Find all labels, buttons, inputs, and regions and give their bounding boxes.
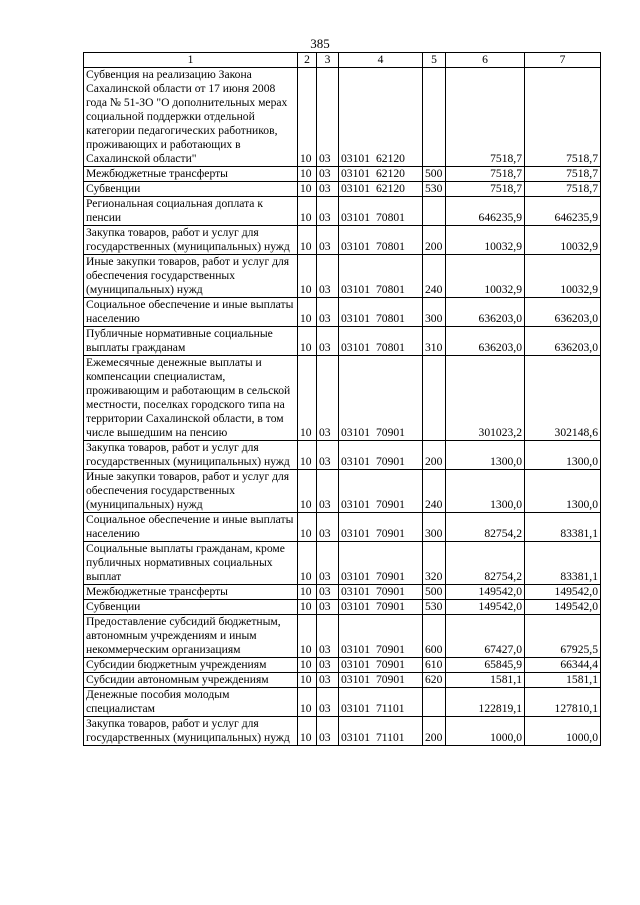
header-col-6: 6 (446, 53, 525, 68)
row-target-article-cell (339, 197, 423, 226)
table-row (84, 298, 601, 327)
row-name-cell: Закупка товаров, работ и услуг для государственных (муниципальных) нужд (84, 226, 298, 255)
target-article-direction-code: 70901 (375, 600, 405, 613)
row-subsection-cell: 03 (317, 615, 339, 658)
row-target-article-cell (339, 585, 423, 600)
row-subsection-cell: 03 (317, 600, 339, 615)
target-article-direction-code: 70901 (375, 570, 405, 583)
row-subsection-cell: 03 (317, 688, 339, 717)
row-amount-year1-cell: 1300,0 (446, 441, 525, 470)
row-amount-year1-cell: 67427,0 (446, 615, 525, 658)
row-amount-year1-cell: 10032,9 (446, 226, 525, 255)
table-row (84, 615, 601, 658)
target-article-program-code: 03101 (341, 643, 370, 656)
row-target-article-cell (339, 615, 423, 658)
row-expense-type-cell (423, 688, 446, 717)
row-target-article-cell (339, 167, 423, 182)
target-article-program-code: 03101 (341, 426, 370, 439)
row-target-article-cell (339, 513, 423, 542)
row-amount-year2-cell: 636203,0 (525, 327, 601, 356)
row-amount-year1-cell: 646235,9 (446, 197, 525, 226)
row-expense-type-cell: 600 (423, 615, 446, 658)
row-amount-year1-cell: 149542,0 (446, 585, 525, 600)
row-subsection-cell: 03 (317, 255, 339, 298)
row-name-cell: Субсидии бюджетным учреждениям (84, 658, 298, 673)
row-expense-type-cell: 620 (423, 673, 446, 688)
row-expense-type-cell (423, 356, 446, 441)
row-section-cell: 10 (298, 585, 317, 600)
row-amount-year2-cell: 127810,1 (525, 688, 601, 717)
row-section-cell: 10 (298, 615, 317, 658)
target-article-program-code: 03101 (341, 152, 370, 165)
target-article-direction-code: 62120 (375, 182, 405, 195)
row-amount-year1-cell: 1300,0 (446, 470, 525, 513)
row-amount-year1-cell: 301023,2 (446, 356, 525, 441)
target-article-direction-code: 70901 (375, 455, 405, 468)
table-row (84, 673, 601, 688)
row-name-cell: Социальные выплаты гражданам, кроме публичных нормативных социальных выплат (84, 542, 298, 585)
target-article-program-code: 03101 (341, 182, 370, 195)
target-article-direction-code: 70901 (375, 673, 405, 686)
row-amount-year2-cell: 10032,9 (525, 226, 601, 255)
target-article-program-code: 03101 (341, 673, 370, 686)
table-row (84, 226, 601, 255)
page-number: 385 (310, 36, 330, 51)
row-subsection-cell: 03 (317, 167, 339, 182)
target-article-direction-code: 70901 (375, 643, 405, 656)
row-amount-year1-cell: 149542,0 (446, 600, 525, 615)
target-article-program-code: 03101 (341, 283, 370, 296)
row-name-cell: Межбюджетные трансферты (84, 585, 298, 600)
row-section-cell: 10 (298, 68, 317, 167)
target-article-direction-code: 71101 (375, 702, 405, 715)
target-article-direction-code: 71101 (375, 731, 405, 744)
header-col-5: 5 (423, 53, 446, 68)
row-target-article-cell (339, 470, 423, 513)
row-target-article-cell (339, 717, 423, 746)
row-amount-year2-cell: 1581,1 (525, 673, 601, 688)
row-section-cell: 10 (298, 673, 317, 688)
target-article-direction-code: 70801 (375, 341, 405, 354)
table-row (84, 585, 601, 600)
row-expense-type-cell (423, 68, 446, 167)
row-expense-type-cell: 310 (423, 327, 446, 356)
row-amount-year1-cell: 636203,0 (446, 298, 525, 327)
table-row (84, 600, 601, 615)
row-amount-year2-cell: 1300,0 (525, 470, 601, 513)
row-amount-year1-cell: 7518,7 (446, 182, 525, 197)
target-article-direction-code: 70801 (375, 283, 405, 296)
row-expense-type-cell: 530 (423, 600, 446, 615)
row-amount-year1-cell: 1581,1 (446, 673, 525, 688)
row-name-cell: Предоставление субсидий бюджетным, автономным учреждениям и иным некоммерческим организациям (84, 615, 298, 658)
table-row (84, 327, 601, 356)
row-name-cell: Межбюджетные трансферты (84, 167, 298, 182)
row-amount-year1-cell: 122819,1 (446, 688, 525, 717)
table-row (84, 182, 601, 197)
table-row (84, 197, 601, 226)
header-col-7: 7 (525, 53, 601, 68)
table-row (84, 688, 601, 717)
row-target-article-cell (339, 182, 423, 197)
target-article-program-code: 03101 (341, 731, 370, 744)
row-subsection-cell: 03 (317, 542, 339, 585)
row-section-cell: 10 (298, 470, 317, 513)
row-section-cell: 10 (298, 182, 317, 197)
row-amount-year2-cell: 7518,7 (525, 182, 601, 197)
target-article-direction-code: 62120 (375, 152, 405, 165)
row-name-cell: Субсидии автономным учреждениям (84, 673, 298, 688)
row-name-cell: Денежные пособия молодым специалистам (84, 688, 298, 717)
row-amount-year1-cell: 1000,0 (446, 717, 525, 746)
row-amount-year1-cell: 7518,7 (446, 167, 525, 182)
row-name-cell: Субвенции (84, 182, 298, 197)
target-article-program-code: 03101 (341, 658, 370, 671)
row-amount-year2-cell: 10032,9 (525, 255, 601, 298)
row-subsection-cell: 03 (317, 327, 339, 356)
row-section-cell: 10 (298, 255, 317, 298)
table-row (84, 470, 601, 513)
row-name-cell: Ежемесячные денежные выплаты и компенсации специалистам, проживающим и работающим в сельской местности, поселках городского типа на территории Сахалинской области, в том числе вышедшим на пенсию (84, 356, 298, 441)
row-amount-year1-cell: 82754,2 (446, 542, 525, 585)
header-col-3: 3 (317, 53, 339, 68)
row-section-cell: 10 (298, 226, 317, 255)
row-subsection-cell: 03 (317, 182, 339, 197)
header-col-2: 2 (298, 53, 317, 68)
table-row (84, 167, 601, 182)
row-section-cell: 10 (298, 717, 317, 746)
table-row (84, 513, 601, 542)
target-article-direction-code: 70901 (375, 498, 405, 511)
row-subsection-cell: 03 (317, 68, 339, 167)
target-article-direction-code: 70801 (375, 240, 405, 253)
row-expense-type-cell: 610 (423, 658, 446, 673)
target-article-program-code: 03101 (341, 585, 370, 598)
target-article-direction-code: 70901 (375, 527, 405, 540)
row-amount-year2-cell: 83381,1 (525, 513, 601, 542)
row-target-article-cell (339, 327, 423, 356)
row-subsection-cell: 03 (317, 470, 339, 513)
table-row (84, 356, 601, 441)
row-section-cell: 10 (298, 513, 317, 542)
row-name-cell: Закупка товаров, работ и услуг для государственных (муниципальных) нужд (84, 717, 298, 746)
row-target-article-cell (339, 673, 423, 688)
target-article-direction-code: 70901 (375, 658, 405, 671)
row-amount-year2-cell: 66344,4 (525, 658, 601, 673)
row-name-cell: Субвенция на реализацию Закона Сахалинской области от 17 июня 2008 года № 51-ЗО "О дополнительных мерах социальной поддержки отдельной категории педагогических работников, проживающих и работающих в Сахалинской области" (84, 68, 298, 167)
header-col-1: 1 (84, 53, 298, 68)
row-target-article-cell (339, 658, 423, 673)
row-target-article-cell (339, 68, 423, 167)
row-target-article-cell (339, 441, 423, 470)
row-name-cell: Закупка товаров, работ и услуг для государственных (муниципальных) нужд (84, 441, 298, 470)
row-section-cell: 10 (298, 600, 317, 615)
row-expense-type-cell: 320 (423, 542, 446, 585)
row-expense-type-cell: 200 (423, 441, 446, 470)
row-subsection-cell: 03 (317, 197, 339, 226)
row-expense-type-cell: 200 (423, 226, 446, 255)
row-expense-type-cell: 500 (423, 167, 446, 182)
target-article-direction-code: 70901 (375, 585, 405, 598)
row-name-cell: Иные закупки товаров, работ и услуг для обеспечения государственных (муниципальных) нужд (84, 470, 298, 513)
target-article-direction-code: 70901 (375, 426, 405, 439)
row-section-cell: 10 (298, 197, 317, 226)
row-expense-type-cell: 240 (423, 470, 446, 513)
target-article-program-code: 03101 (341, 455, 370, 468)
row-expense-type-cell: 500 (423, 585, 446, 600)
row-amount-year2-cell: 646235,9 (525, 197, 601, 226)
target-article-program-code: 03101 (341, 167, 370, 180)
row-section-cell: 10 (298, 356, 317, 441)
target-article-program-code: 03101 (341, 702, 370, 715)
row-target-article-cell (339, 542, 423, 585)
row-name-cell: Социальное обеспечение и иные выплаты населению (84, 513, 298, 542)
row-target-article-cell (339, 356, 423, 441)
target-article-program-code: 03101 (341, 240, 370, 253)
row-subsection-cell: 03 (317, 673, 339, 688)
row-expense-type-cell: 240 (423, 255, 446, 298)
row-target-article-cell (339, 600, 423, 615)
row-section-cell: 10 (298, 167, 317, 182)
row-name-cell: Социальное обеспечение и иные выплаты населению (84, 298, 298, 327)
row-amount-year1-cell: 82754,2 (446, 513, 525, 542)
row-amount-year2-cell: 302148,6 (525, 356, 601, 441)
row-expense-type-cell (423, 197, 446, 226)
target-article-program-code: 03101 (341, 211, 370, 224)
table-header-row (84, 53, 601, 68)
row-amount-year2-cell: 67925,5 (525, 615, 601, 658)
target-article-direction-code: 70801 (375, 211, 405, 224)
target-article-program-code: 03101 (341, 312, 370, 325)
row-amount-year2-cell: 7518,7 (525, 68, 601, 167)
row-amount-year2-cell: 7518,7 (525, 167, 601, 182)
row-amount-year1-cell: 636203,0 (446, 327, 525, 356)
row-amount-year1-cell: 7518,7 (446, 68, 525, 167)
row-amount-year2-cell: 1000,0 (525, 717, 601, 746)
table-row (84, 255, 601, 298)
row-name-cell: Публичные нормативные социальные выплаты гражданам (84, 327, 298, 356)
row-target-article-cell (339, 226, 423, 255)
target-article-direction-code: 70801 (375, 312, 405, 325)
row-subsection-cell: 03 (317, 717, 339, 746)
row-name-cell: Иные закупки товаров, работ и услуг для обеспечения государственных (муниципальных) нужд (84, 255, 298, 298)
table-row (84, 542, 601, 585)
row-subsection-cell: 03 (317, 513, 339, 542)
row-target-article-cell (339, 255, 423, 298)
target-article-program-code: 03101 (341, 600, 370, 613)
table-row (84, 658, 601, 673)
target-article-program-code: 03101 (341, 527, 370, 540)
table-row (84, 717, 601, 746)
row-section-cell: 10 (298, 441, 317, 470)
row-amount-year1-cell: 65845,9 (446, 658, 525, 673)
header-col-4: 4 (339, 53, 423, 68)
target-article-program-code: 03101 (341, 341, 370, 354)
row-section-cell: 10 (298, 327, 317, 356)
row-subsection-cell: 03 (317, 658, 339, 673)
row-expense-type-cell: 530 (423, 182, 446, 197)
row-subsection-cell: 03 (317, 585, 339, 600)
row-amount-year2-cell: 636203,0 (525, 298, 601, 327)
budget-table (83, 52, 601, 746)
row-expense-type-cell: 300 (423, 513, 446, 542)
row-amount-year2-cell: 149542,0 (525, 600, 601, 615)
row-expense-type-cell: 200 (423, 717, 446, 746)
row-section-cell: 10 (298, 298, 317, 327)
row-target-article-cell (339, 298, 423, 327)
row-name-cell: Субвенции (84, 600, 298, 615)
target-article-program-code: 03101 (341, 498, 370, 511)
row-amount-year2-cell: 1300,0 (525, 441, 601, 470)
row-section-cell: 10 (298, 658, 317, 673)
row-amount-year2-cell: 149542,0 (525, 585, 601, 600)
table-row (84, 441, 601, 470)
row-subsection-cell: 03 (317, 356, 339, 441)
table-row (84, 68, 601, 167)
row-subsection-cell: 03 (317, 298, 339, 327)
row-name-cell: Региональная социальная доплата к пенсии (84, 197, 298, 226)
row-section-cell: 10 (298, 688, 317, 717)
target-article-direction-code: 62120 (375, 167, 405, 180)
row-subsection-cell: 03 (317, 441, 339, 470)
row-section-cell: 10 (298, 542, 317, 585)
row-expense-type-cell: 300 (423, 298, 446, 327)
row-target-article-cell (339, 688, 423, 717)
row-subsection-cell: 03 (317, 226, 339, 255)
target-article-program-code: 03101 (341, 570, 370, 583)
row-amount-year2-cell: 83381,1 (525, 542, 601, 585)
row-amount-year1-cell: 10032,9 (446, 255, 525, 298)
